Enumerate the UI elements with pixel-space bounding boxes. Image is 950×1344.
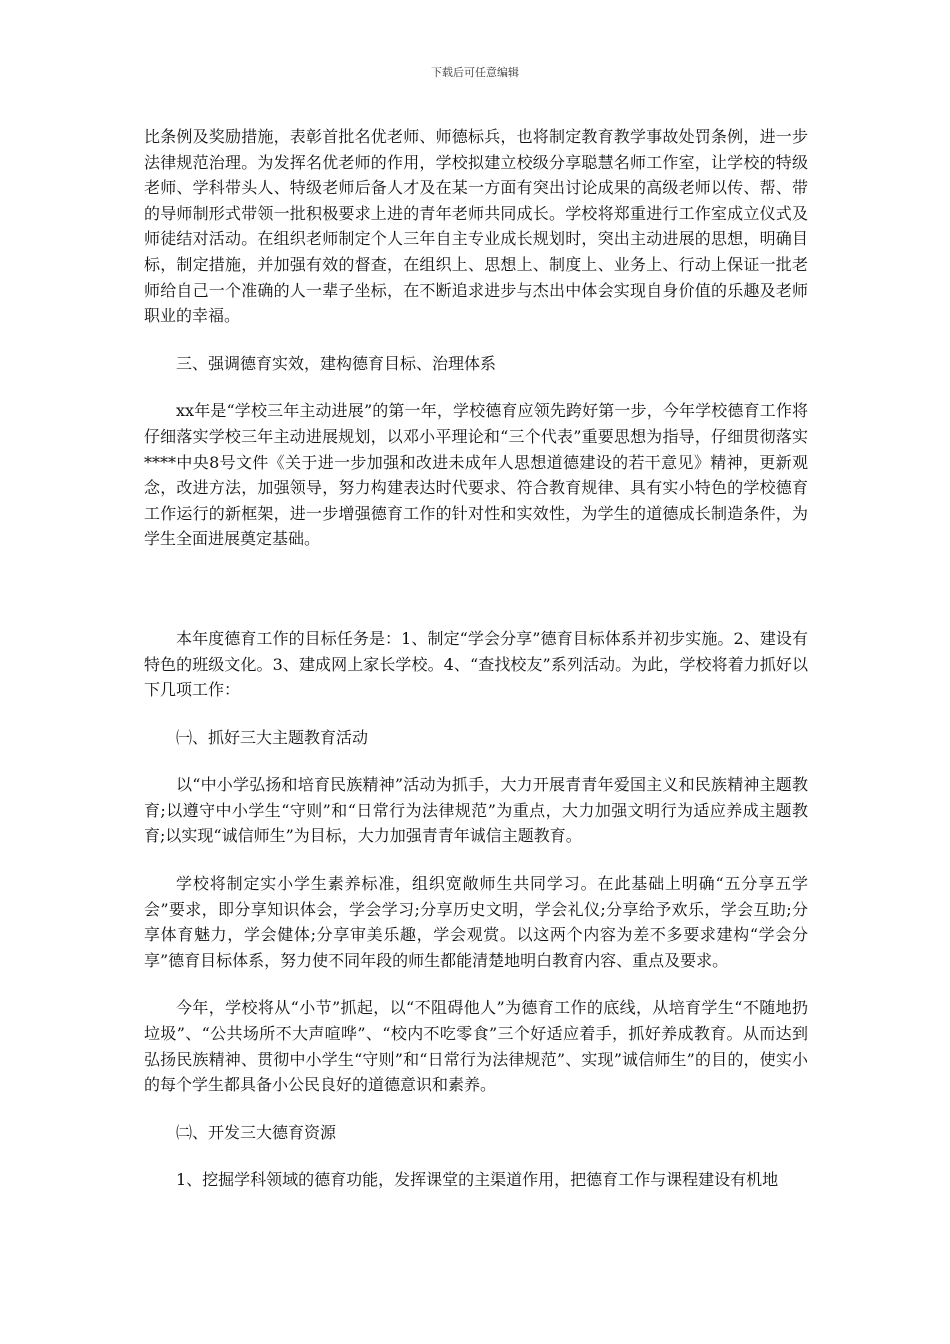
paragraph-subject-moral-function: 1、挖掘学科领域的德育功能，发挥课堂的主渠道作用，把德育工作与课程建设有机地: [176, 1170, 779, 1190]
paragraph-annual-goals: 本年度德育工作的目标任务是：1、制定“学会分享”德育目标体系并初步实施。2、建设有特色的班级文化。3、建成网上家长学校。4、“查找校友”系列活动。为此，学校将着力抓好以下几项工作：: [144, 628, 808, 700]
paragraph-national-spirit: 以“中小学弘扬和培育民族精神”活动为抓手，大力开展青青年爱国主义和民族精神主题教育;以遵守中小学生“守则”和“日常行为法律规范”为重点，大力加强文明行为适应养成主题教育;以实现“诚信师生”为目标，大力加强青青年诚信主题教育。: [144, 775, 808, 846]
page-header-note: 下载后可任意编辑: [431, 66, 519, 79]
document-body: [144, 124, 808, 1193]
paragraph-learn-to-share: 学校将制定实小学生素养标准，组织宽敞师生共同学习。在此基础上明确“五分享五学会”要求，即分享知识体会，学会学习;分享历史文明，学会礼仪;分享给予欢乐，学会互助;分享体育魅力，学会健体;分享审美乐趣，学会观赏。以这两个内容为差不多要求建构“学会分享”德育目标体系，努力使不同年段的师生都能清楚地明白教育内容、重点及要求。: [144, 874, 808, 970]
subsection-heading-moral-resources: ㈡、开发三大德育资源: [176, 1122, 337, 1142]
paragraph-incentive-measures: 比条例及奖励措施，表彰首批名优老师、师德标兵，也将制定教育教学事故处罚条例，进一步法律规范治理。为发挥名优老师的作用，学校拟建立校级分享聪慧名师工作室，让学校的特级老师、学科带头人、特级老师后备人才及在某一方面有突出讨论成果的高级老师以传、帮、带的导师制形式带领一批积极要求上进的青年老师共同成长。学校将郑重进行工作室成立仪式及师徒结对活动。在组织老师制定个人三年自主专业成长规划时，突出主动进展的思想，明确目标，制定措施，并加强有效的督查，在组织上、思想上、制度上、业务上、行动上保证一批老师给自己一个准确的人一辈子坐标，在不断追求进步与杰出中体会实现自身价值的乐趣及老师职业的幸福。: [144, 127, 808, 326]
paragraph-moral-education-plan: xx年是“学校三年主动进展”的第一年，学校德育应领先跨好第一步，今年学校德育工作将仔细落实学校三年主动进展规划，以邓小平理论和“三个代表”重要思想为指导，仔细贯彻落实****中央8号文件《关于进一步加强和改进未成年人思想道德建设的若干意见》精神，更新观念，改进方法，加强领导，努力构建表达时代要求、符合教育规律、具有实小特色的学校德育工作运行的新框架，进一步增强德育工作的针对性和实效性，为学生的道德成长制造条件，为学生全面进展奠定基础。: [144, 401, 808, 549]
section-heading-moral-education: 三、强调德育实效，建构德育目标、治理体系: [176, 353, 497, 373]
subsection-heading-theme-activities: ㈠、抓好三大主题教育活动: [176, 727, 369, 747]
paragraph-habit-formation: 今年，学校将从“小节”抓起，以“不阻碍他人”为德育工作的底线，从培育学生“不随地扔垃圾”、“公共场所不大声喧哗”、“校内不吃零食”三个好适应着手，抓好养成教育。从而达到弘扬民族精神、贯彻中小学生“守则”和“日常行为法律规范”、实现”诚信师生”的目的，使实小的每个学生都具备小公民良好的道德意识和素养。: [144, 998, 808, 1095]
